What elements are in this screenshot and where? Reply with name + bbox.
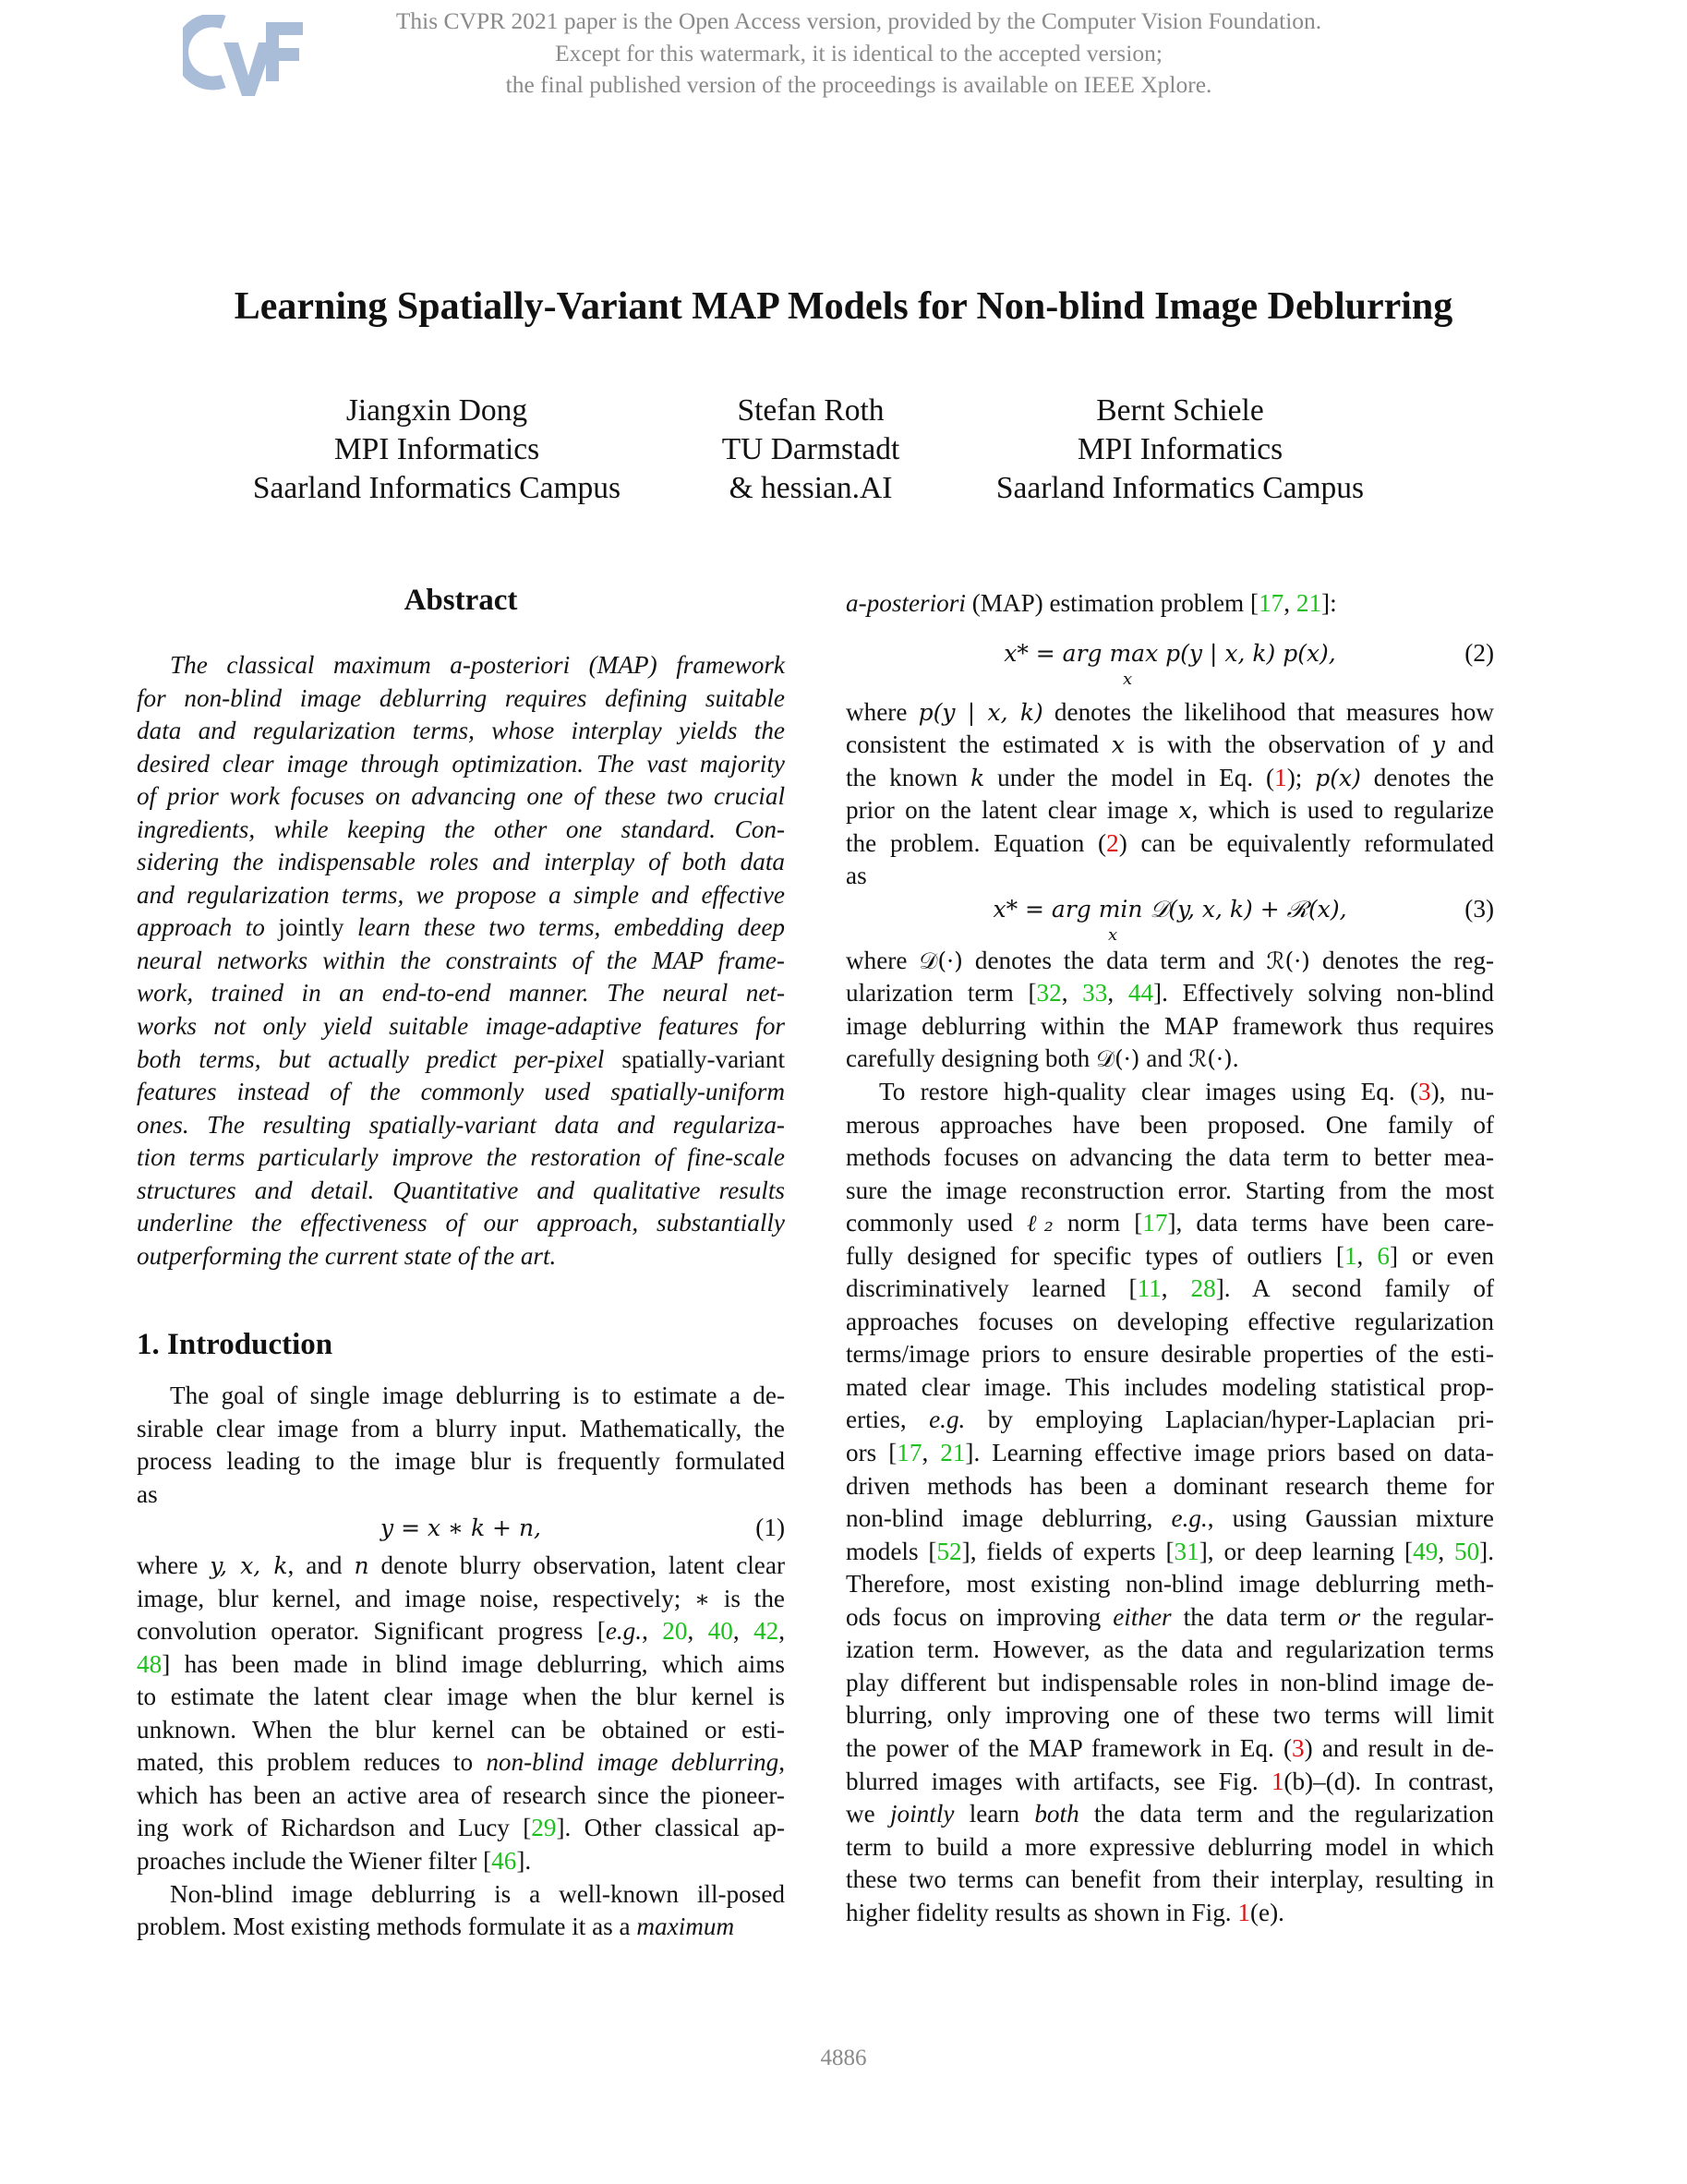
citation-link[interactable]: 52 [936, 1537, 962, 1565]
text-line [846, 1798, 1494, 1831]
text-run: The classical maximum a-posteriori (MAP) framework [170, 651, 785, 679]
cross-reference-link[interactable]: 1 [1274, 763, 1287, 791]
math-inline: ℛ(·) [1188, 1045, 1233, 1073]
text-line [137, 780, 785, 814]
text-line [137, 1207, 785, 1240]
citation-link[interactable]: 32 [1036, 979, 1062, 1008]
text-run: , [1061, 979, 1083, 1008]
left-column [137, 582, 785, 1944]
text-run: discriminatively learned [ [846, 1274, 1138, 1303]
text-line [846, 1568, 1494, 1601]
text-run: and regularization terms, we propose a simple and effective [137, 880, 785, 909]
emphasis-italic: e.g. [929, 1406, 966, 1434]
equation-number: (1) [755, 1513, 785, 1541]
text-run: works not only yield suitable image-adaptive features for [137, 1012, 785, 1041]
watermark-line: This CVPR 2021 paper is the Open Access version, provided by the Computer Vision Foundation. [395, 7, 1322, 34]
author-affiliation: Saarland Informatics Campus [252, 471, 621, 505]
text-line [846, 945, 1494, 978]
emphasis-italic: a-posteriori [846, 589, 966, 617]
text-run: (e). [1250, 1898, 1284, 1926]
text-line [137, 977, 785, 1010]
equation-2 [846, 637, 1494, 689]
text-line [846, 1371, 1494, 1405]
text-run: sure the image reconstruction error. Starting from the most [846, 1176, 1494, 1204]
text-run: and [1139, 1044, 1189, 1073]
citation-link[interactable]: 33 [1082, 979, 1108, 1008]
text-line [846, 1338, 1494, 1371]
text-run: approaches focuses on developing effective regularization [846, 1307, 1494, 1335]
citation-link[interactable]: 29 [531, 1814, 557, 1842]
text-run: denotes the [1360, 763, 1495, 791]
text-run: erties, [846, 1406, 930, 1434]
text-run: models [ [846, 1537, 937, 1565]
intro-heading: 1. Introduction [137, 1328, 333, 1362]
text-line [846, 1404, 1494, 1437]
text-run: , [1161, 1274, 1191, 1303]
text-run: for non-blind image deblurring requires defining suitable [137, 683, 785, 712]
citation-link[interactable]: 1 [1344, 1241, 1357, 1270]
text-run: ]. Other classical ap- [556, 1814, 786, 1842]
text-run: play different but indispensable roles in non-blind image de- [846, 1668, 1494, 1696]
author-affiliation: MPI Informatics [1077, 432, 1283, 466]
emphasis-upright: spatially-variant [621, 1044, 785, 1073]
math-inline: 𝒟(·) [1096, 1045, 1140, 1073]
text-line [137, 1681, 785, 1714]
text-run: methods focuses on advancing the data term to better mea- [846, 1143, 1494, 1172]
citation-link[interactable]: 28 [1190, 1274, 1216, 1303]
text-line [137, 748, 785, 781]
math-inline: y, x, k [210, 1552, 288, 1580]
text-line [846, 1207, 1494, 1240]
text-line [137, 1911, 785, 1944]
right-column [846, 587, 1494, 1929]
page-number: 4886 [820, 2045, 867, 2070]
text-run: ization term. However, as the data and regularization terms [846, 1635, 1494, 1664]
text-run: norm [ [1053, 1209, 1143, 1237]
text-run: and [1444, 730, 1494, 759]
author-name: Stefan Roth [737, 393, 885, 428]
text-run: commonly used [846, 1209, 1028, 1237]
text-line [846, 762, 1494, 795]
text-run: unknown. When the blur kernel can be obtained or esti- [137, 1715, 785, 1744]
text-line [846, 1601, 1494, 1635]
text-run: learn [954, 1800, 1035, 1828]
text-run: to estimate the latent clear image when the blur kernel is [137, 1683, 785, 1711]
text-line [846, 827, 1494, 861]
text-run: ods focus on improving [846, 1602, 1114, 1631]
author-name: Bernt Schiele [1096, 393, 1264, 428]
text-line [137, 1141, 785, 1175]
text-run: where [846, 946, 920, 974]
text-line [137, 1878, 785, 1912]
math-inline: 𝒟(·) [919, 947, 963, 974]
emphasis-italic: both [1034, 1800, 1079, 1828]
emphasis-italic: jointly [889, 1800, 955, 1828]
text-run: ]: [1321, 589, 1337, 617]
text-line [846, 1437, 1494, 1470]
text-run: the data term [1171, 1602, 1339, 1631]
citation-link[interactable]: 48 [137, 1649, 163, 1678]
text-run: ing work of Richardson and Lucy [ [137, 1814, 532, 1842]
intro-paragraph [846, 1076, 1494, 1929]
intro-paragraph [846, 945, 1494, 1076]
intro-paragraph [137, 1380, 785, 1511]
text-line [846, 587, 1494, 621]
text-run: , [1283, 589, 1296, 617]
text-run: sidering the indispensable roles and interplay of both data [137, 848, 785, 876]
text-run: prior on the latent clear image [846, 796, 1179, 825]
text-run: denotes the data term and [962, 946, 1267, 974]
text-run: blurring, only improving one of these two terms will limit [846, 1701, 1494, 1730]
math-inline: x [1178, 797, 1192, 825]
author-affiliation: & hessian.AI [729, 471, 893, 505]
equation-2-rhs: p(y | x, k) p(x), [1158, 639, 1336, 667]
text-run: non-blind image deblurring, [846, 1504, 1172, 1533]
math-inline: ℓ₂ [1027, 1210, 1054, 1237]
text-run: ]. Learning effective image priors based on data- [965, 1439, 1494, 1467]
watermark-notice [351, 6, 1367, 102]
text-run: term to build a more expressive deblurring model in which [846, 1832, 1494, 1861]
text-line [846, 1502, 1494, 1536]
text-line [846, 1076, 1494, 1109]
text-run: (b)–(d). In contrast, [1283, 1767, 1494, 1795]
citation-link[interactable]: 17 [1142, 1209, 1168, 1237]
text-run: problem. Most existing methods formulate it as a [137, 1913, 637, 1941]
equation-1-body: y = x ∗ k + n, [380, 1514, 541, 1541]
text-line [137, 1413, 785, 1446]
text-run: ]. A second family of [1215, 1274, 1495, 1303]
text-line [846, 1699, 1494, 1732]
text-run: , [778, 1617, 786, 1646]
text-run: , [687, 1617, 708, 1646]
text-line [137, 1445, 785, 1478]
text-line [137, 715, 785, 748]
text-run: proaches include the Wiener filter [ [137, 1847, 492, 1875]
text-run: ) and result in de- [1304, 1733, 1494, 1762]
text-run: where [137, 1551, 211, 1580]
text-run: (MAP) estimation problem [ [965, 589, 1259, 617]
text-run: the regular- [1360, 1602, 1494, 1631]
text-line [846, 1634, 1494, 1667]
text-line [846, 1667, 1494, 1700]
citation-link[interactable]: 17 [1259, 589, 1284, 617]
text-run: Non-blind image deblurring is a well-known ill-posed [170, 1879, 785, 1908]
intro-paragraph [846, 587, 1494, 621]
equation-number: (3) [1464, 894, 1494, 923]
text-line [137, 911, 785, 945]
citation-link[interactable]: 50 [1453, 1537, 1480, 1565]
text-line [846, 1240, 1494, 1273]
text-line [137, 1076, 785, 1109]
text-run: image, blur kernel, and image noise, respectively; [137, 1584, 695, 1612]
text-line [137, 1746, 785, 1780]
intro-paragraph [846, 696, 1494, 893]
text-run: , [1438, 1537, 1454, 1565]
text-run: ], or deep learning [ [1199, 1537, 1414, 1565]
citation-link[interactable]: 46 [491, 1847, 517, 1875]
text-line [846, 729, 1494, 762]
text-run: denote blurry observation, latent clear [368, 1551, 785, 1580]
text-line [137, 682, 785, 716]
text-run: the problem. Equation ( [846, 828, 1107, 857]
text-line [137, 1044, 785, 1077]
text-line [846, 1470, 1494, 1503]
text-run: underline the effectiveness of our approach, substantially [137, 1209, 785, 1237]
text-run: Therefore, most existing non-blind image deblurring meth- [846, 1570, 1494, 1599]
text-run: , [1107, 979, 1128, 1008]
text-run: ones. The resulting spatially-variant data and regulariza- [137, 1110, 785, 1139]
text-run: as [137, 1480, 158, 1509]
text-line [137, 1615, 785, 1648]
text-run: convolution operator. Significant progress [ [137, 1617, 606, 1646]
text-line [137, 1845, 785, 1878]
text-run: image deblurring within the MAP framework thus requires [846, 1011, 1494, 1040]
text-line [137, 1010, 785, 1044]
text-run: denotes the reg- [1309, 946, 1494, 974]
text-run: structures and detail. Quantitative and qualitative results [137, 1176, 785, 1204]
text-line [846, 1043, 1494, 1076]
text-line [137, 814, 785, 847]
math-inline: ∗ [694, 1585, 711, 1612]
text-line [846, 1897, 1494, 1930]
text-run: ] or even [1389, 1241, 1494, 1270]
text-run: desired clear image through optimization. The vast majority [137, 749, 785, 778]
emphasis-italic: non-blind image deblurring [486, 1748, 779, 1777]
text-line [137, 945, 785, 978]
math-inline: ℛ(·) [1266, 947, 1310, 974]
text-line [846, 1536, 1494, 1569]
text-run: ) can be equivalently reformulated [1118, 828, 1494, 857]
text-run: ularization term [ [846, 979, 1037, 1008]
text-run: mated, this problem reduces to [137, 1748, 487, 1777]
citation-link[interactable]: 44 [1127, 979, 1154, 1008]
text-run: these two terms can benefit from their interplay, resulting in [846, 1865, 1494, 1894]
text-run: denotes the likelihood that measures how [1042, 697, 1494, 726]
citation-link[interactable]: 42 [753, 1617, 779, 1646]
equation-3-lhs: x* = arg min [993, 895, 1143, 923]
text-line [846, 1273, 1494, 1306]
text-run: higher fidelity results as shown in Fig. [846, 1898, 1238, 1926]
equation-3 [846, 893, 1494, 945]
text-run: , [922, 1439, 941, 1467]
text-run: merous approaches have been proposed. One family of [846, 1110, 1494, 1139]
citation-link[interactable]: 17 [897, 1439, 922, 1467]
text-run: . [1232, 1044, 1239, 1073]
citation-link[interactable]: 20 [662, 1617, 688, 1646]
author-card [672, 392, 949, 508]
text-run: data and regularization terms, whose interplay yields the [137, 717, 785, 745]
text-line [137, 1780, 785, 1813]
text-run: , which is used to regularize [1191, 796, 1494, 825]
text-line [846, 1766, 1494, 1799]
text-run: ], fields of experts [ [961, 1537, 1175, 1565]
text-run: by employing Laplacian/hyper-Laplacian pri- [965, 1406, 1494, 1434]
author-affiliation: Saarland Informatics Campus [995, 471, 1365, 505]
watermark-line: the final published version of the proceedings is available on IEEE Xplore. [505, 71, 1212, 98]
author-affiliation: MPI Informatics [333, 432, 540, 466]
cross-reference-link[interactable]: 3 [1292, 1733, 1305, 1762]
equation-3-subscript: x [1108, 924, 1118, 945]
text-line [846, 860, 1494, 893]
text-line [846, 1831, 1494, 1864]
text-run: ingredients, while keeping the other one standard. Con- [137, 814, 785, 843]
text-line [846, 1010, 1494, 1044]
text-run: ors [ [846, 1439, 898, 1467]
text-run: neural networks within the constraints of the MAP frame- [137, 946, 785, 974]
text-line [137, 1648, 785, 1682]
text-run: ], data terms have been care- [1167, 1209, 1494, 1237]
citation-link[interactable]: 11 [1137, 1274, 1162, 1303]
text-line [846, 1175, 1494, 1208]
citation-link[interactable]: 21 [940, 1439, 966, 1467]
text-run: work, trained in an end-to-end manner. The neural net- [137, 979, 785, 1008]
text-run: outperforming the current state of the art. [137, 1241, 557, 1270]
text-run: ] has been made in blind image deblurring, which aims [162, 1649, 785, 1678]
text-line [137, 1583, 785, 1616]
text-line [846, 1109, 1494, 1142]
text-run: learn these two terms, embedding deep [343, 913, 785, 942]
author-card [968, 392, 1392, 508]
text-run: as [846, 862, 867, 890]
equation-2-subscript: x [1123, 669, 1133, 689]
text-run: blurred images with artifacts, see Fig. [846, 1767, 1271, 1795]
author-card [224, 392, 649, 508]
watermark-line: Except for this watermark, it is identical to the accepted version; [555, 39, 1163, 66]
text-run: tion terms particularly improve the restoration of fine-scale [137, 1143, 785, 1172]
citation-link[interactable]: 40 [707, 1617, 733, 1646]
text-run: , [778, 1748, 785, 1777]
math-inline: p(x) [1315, 764, 1361, 791]
text-line [137, 846, 785, 879]
text-line [846, 1306, 1494, 1339]
paper-title: Learning Spatially-Variant MAP Models for Non-blind Image Deblurring [234, 285, 1453, 328]
text-run: is with the observation of [1125, 730, 1432, 759]
text-run: consistent the estimated [846, 730, 1112, 759]
text-run: approach to [137, 913, 279, 942]
math-inline: x [1111, 731, 1125, 759]
math-inline: y [1431, 731, 1445, 759]
abstract-heading: Abstract [404, 584, 518, 617]
text-run: , [1356, 1241, 1378, 1270]
math-inline: p(y | x, k) [918, 698, 1043, 726]
citation-link[interactable]: 6 [1377, 1241, 1390, 1270]
emphasis-italic: e.g. [605, 1617, 643, 1646]
text-line [137, 879, 785, 912]
emphasis-italic: either [1113, 1602, 1172, 1631]
text-run: mated clear image. This includes modeling statistical prop- [846, 1372, 1494, 1401]
text-run: the known [846, 763, 971, 791]
text-line [137, 1714, 785, 1747]
text-line [846, 696, 1494, 730]
author-name: Jiangxin Dong [345, 393, 528, 428]
text-run: is the [710, 1584, 785, 1612]
text-line [137, 1109, 785, 1142]
citation-link[interactable]: 21 [1295, 589, 1322, 617]
text-run: , using Gaussian mixture [1207, 1504, 1494, 1533]
emphasis-italic: e.g. [1171, 1504, 1208, 1533]
text-run: under the model in Eq. ( [984, 763, 1275, 791]
equation-3-rhs: 𝒟(y, x, k) + ℛ(x), [1142, 895, 1347, 923]
text-run: The goal of single image deblurring is to estimate a de- [170, 1382, 785, 1410]
text-line [137, 1550, 785, 1583]
equation-2-lhs: x* = arg max [1004, 639, 1159, 667]
text-run: driven methods has been a dominant research theme for [846, 1471, 1494, 1500]
text-run: both terms, but actually predict per-pixel [137, 1044, 622, 1073]
text-run: To restore high-quality clear images using Eq. ( [879, 1078, 1419, 1106]
emphasis-italic: or [1338, 1602, 1361, 1631]
text-run: sirable clear image from a blurry input. Mathematically, the [137, 1414, 785, 1442]
emphasis-upright: jointly [278, 913, 344, 942]
text-line [137, 1380, 785, 1413]
intro-paragraph [137, 1550, 785, 1877]
cross-reference-link[interactable]: 3 [1418, 1078, 1431, 1106]
math-inline: n [354, 1552, 369, 1580]
text-run: the data term and the regularization [1078, 1800, 1494, 1828]
cross-reference-link[interactable]: 1 [1271, 1767, 1284, 1795]
text-line [137, 1812, 785, 1845]
emphasis-italic: maximum [636, 1913, 735, 1941]
text-run: fully designed for specific types of outliers [ [846, 1241, 1344, 1270]
text-run: ), nu- [1430, 1078, 1495, 1106]
equation-1 [137, 1512, 785, 1545]
text-line [846, 794, 1494, 827]
text-line [137, 649, 785, 682]
text-line [137, 1478, 785, 1512]
text-run: where [846, 697, 919, 726]
cross-reference-link[interactable]: 2 [1106, 828, 1119, 857]
text-line [846, 1141, 1494, 1175]
citation-link[interactable]: 49 [1413, 1537, 1439, 1565]
text-run: , [642, 1617, 663, 1646]
text-line [846, 1864, 1494, 1897]
text-run: , and [287, 1551, 355, 1580]
text-run: which has been an active area of research since the pioneer- [137, 1780, 785, 1809]
text-run: ); [1286, 763, 1316, 791]
text-line [137, 1175, 785, 1208]
text-run: , [732, 1617, 754, 1646]
equation-number: (2) [1464, 638, 1494, 667]
text-line [846, 1732, 1494, 1766]
author-affiliation: TU Darmstadt [721, 432, 900, 466]
text-run: features instead of the commonly used spatially-uniform [137, 1078, 785, 1106]
text-run: carefully designing both [846, 1044, 1097, 1073]
text-run: the power of the MAP framework in Eq. ( [846, 1733, 1293, 1762]
text-line [137, 1240, 785, 1273]
text-run: process leading to the image blur is frequently formulated [137, 1447, 785, 1476]
cvf-logo-icon [183, 15, 303, 96]
text-line [846, 977, 1494, 1010]
cross-reference-link[interactable]: 1 [1237, 1898, 1250, 1926]
text-run: ]. [1479, 1537, 1495, 1565]
text-run: of prior work focuses on advancing one of these two crucial [137, 782, 785, 811]
intro-paragraph [137, 1878, 785, 1944]
text-run: we [846, 1800, 890, 1828]
text-run: terms/image priors to ensure desirable properties of the esti- [846, 1340, 1494, 1369]
abstract-body [137, 649, 785, 1273]
citation-link[interactable]: 31 [1174, 1537, 1199, 1565]
text-run: ]. Effectively solving non-blind [1153, 979, 1494, 1008]
math-inline: k [970, 764, 985, 791]
text-run: ]. [516, 1847, 532, 1875]
